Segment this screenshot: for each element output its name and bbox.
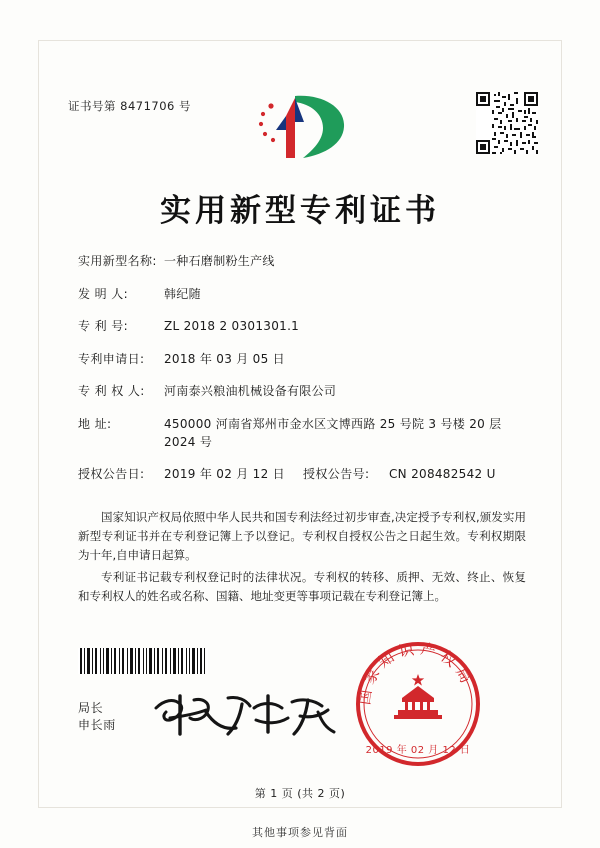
field-label: 实用新型名称: [78,254,157,268]
field-list [78,252,528,498]
field-label: 专 利 权 人: [78,384,145,398]
barcode-icon [78,648,208,674]
field-label: 授权公告日: [78,467,145,481]
qr-code-icon [476,92,538,154]
field-label: 地 址: [78,416,112,431]
field-grant-number [303,465,528,483]
field-value: 2019 年 02 月 12 日 [164,467,285,481]
director-signature-icon [150,688,340,744]
certificate-number: 证书号第 8471706 号 [68,99,192,113]
field-value: 450000 河南省郑州市金水区文博西路 25 号院 3 号楼 20 层 2024 号 [164,416,502,449]
signature-label-line1: 局长 [78,701,104,715]
field-label: 专利申请日: [78,351,145,366]
field-value: 一种石磨制粉生产线 [164,254,275,268]
field-inventor [78,285,528,303]
footer-note: 其他事项参见背面 [252,826,348,839]
seal-date: 2019 年 02 月 12 日 [365,745,471,756]
page-title: 实用新型专利证书 [160,193,440,229]
field-application-date [78,350,528,368]
field-value: 河南泰兴粮油机械设备有限公司 [164,384,337,398]
svg-text:国家知识产权局: 国家知识产权局 [355,639,478,706]
cnipa-logo-icon [243,88,353,164]
field-value: CN 208482542 U [389,467,496,481]
legal-paragraph-1: 国家知识产权局依照中华人民共和国专利法经过初步审查,决定授予专利权,颁发实用新型专利证书并在专利登记簿上予以登记。专利权自授权公告之日起生效。专利权期限为十年,自申请日起算。 [78,510,526,562]
field-label: 发 明 人: [78,286,129,301]
field-address [78,415,528,451]
legal-text [78,508,526,609]
legal-paragraph-2: 专利证书记载专利权登记时的法律状况。专利权的转移、质押、无效、终止、恢复和专利权人的姓名或名称、国籍、地址变更等事项记载在专利登记簿上。 [78,570,526,603]
signature-label-line2: 申长雨 [78,718,116,732]
field-grant-date [78,465,303,483]
field-grant-row [78,465,528,483]
field-value: ZL 2018 2 0301301.1 [164,319,300,333]
field-value: 韩纪随 [164,286,201,301]
signature-label [78,700,116,734]
red-official-seal-icon [352,638,484,770]
field-invention-name [78,252,528,270]
page-number: 第 1 页 (共 2 页) [254,787,346,800]
field-value: 2018 年 03 月 05 日 [164,351,285,366]
field-label: 授权公告号: [303,467,370,481]
field-label: 专 利 号: [78,319,129,333]
field-patentee [78,382,528,400]
field-patent-number [78,317,528,335]
